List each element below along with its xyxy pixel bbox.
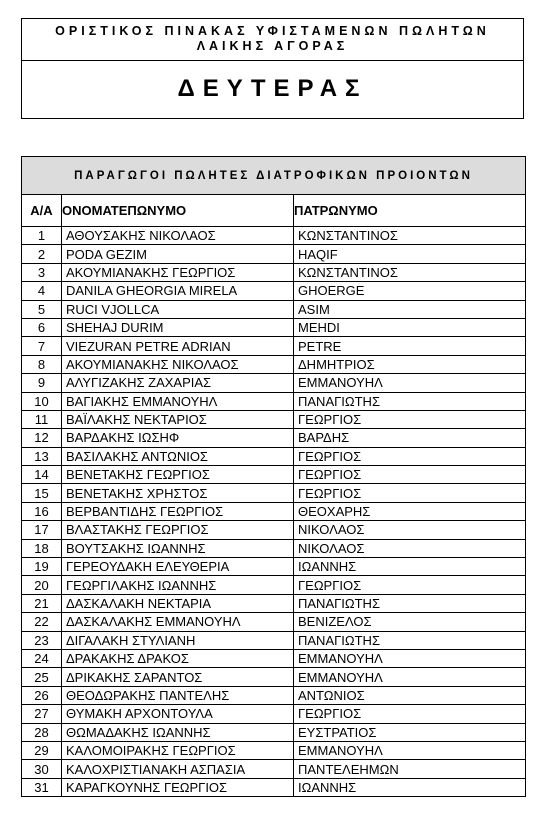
row-number: 21 — [22, 594, 62, 612]
row-number: 3 — [22, 263, 62, 281]
vendor-name: ΑΚΟΥΜΙΑΝΑΚΗΣ ΓΕΩΡΓΙΟΣ — [62, 263, 294, 281]
vendor-name: ΒΑΣΙΛΑΚΗΣ ΑΝΤΩΝΙΟΣ — [62, 447, 294, 465]
row-number: 31 — [22, 778, 62, 796]
title-box — [21, 18, 524, 119]
column-header-row — [22, 195, 526, 227]
vendor-name: ΒΑΓΙΑΚΗΣ ΕΜΜΑΝΟΥΗΛ — [62, 392, 294, 410]
vendor-name: ΔΙΓΑΛΑΚΗ ΣΤΥΛΙΑΝΗ — [62, 631, 294, 649]
vendor-name: ΚΑΛΟΜΟΙΡΑΚΗΣ ΓΕΩΡΓΙΟΣ — [62, 741, 294, 759]
father-name: ΙΩΑΝΝΗΣ — [294, 778, 526, 796]
father-name: ΕΜΜΑΝΟΥΗΛ — [294, 741, 526, 759]
father-name: ASIM — [294, 300, 526, 318]
table-row — [22, 760, 526, 778]
row-number: 2 — [22, 245, 62, 263]
father-name: ΚΩΝΣΤΑΝΤΙΝΟΣ — [294, 263, 526, 281]
table-row — [22, 576, 526, 594]
table-row — [22, 300, 526, 318]
row-number: 16 — [22, 502, 62, 520]
row-number: 10 — [22, 392, 62, 410]
vendor-name: ΑΘΟΥΣΑΚΗΣ ΝΙΚΟΛΑΟΣ — [62, 227, 294, 245]
vendor-name: ΓΕΡΕΟΥΔΑΚΗ ΕΛΕΥΘΕΡΙΑ — [62, 558, 294, 576]
father-name: ΓΕΩΡΓΙΟΣ — [294, 484, 526, 502]
row-number: 6 — [22, 318, 62, 336]
row-number: 12 — [22, 429, 62, 447]
father-name: GHOERGE — [294, 282, 526, 300]
table-row — [22, 484, 526, 502]
table-row — [22, 318, 526, 336]
vendor-name: ΔΑΣΚΑΛΑΚΗ ΝΕΚΤΑΡΙΑ — [62, 594, 294, 612]
table-row — [22, 355, 526, 373]
vendor-name: DANILA GHEORGIA MIRELA — [62, 282, 294, 300]
vendor-name: RUCI VJOLLCA — [62, 300, 294, 318]
father-name: ΒΕΝΙΖΕΛΟΣ — [294, 613, 526, 631]
vendor-name: ΒΟΥΤΣΑΚΗΣ ΙΩΑΝΝΗΣ — [62, 539, 294, 557]
vendor-name: ΔΡΙΚΑΚΗΣ ΣΑΡΑΝΤΟΣ — [62, 668, 294, 686]
vendor-name: ΒΛΑΣΤΑΚΗΣ ΓΕΩΡΓΙΟΣ — [62, 521, 294, 539]
vendor-name: ΒΑΪΛΑΚΗΣ ΝΕΚΤΑΡΙΟΣ — [62, 410, 294, 428]
row-number: 18 — [22, 539, 62, 557]
row-number: 8 — [22, 355, 62, 373]
father-name: ΔΗΜΗΤΡΙΟΣ — [294, 355, 526, 373]
table-row — [22, 594, 526, 612]
father-name: ΚΩΝΣΤΑΝΤΙΝΟΣ — [294, 227, 526, 245]
table-row — [22, 778, 526, 796]
section-header: ΠΑΡΑΓΩΓΟΙ ΠΩΛΗΤΕΣ ΔΙΑΤΡΟΦΙΚΩΝ ΠΡΟΙΟΝΤΩΝ — [22, 157, 526, 195]
vendor-name: ΘΥΜΑΚΗ ΑΡΧΟΝΤΟΥΛΑ — [62, 705, 294, 723]
vendor-name: ΑΚΟΥΜΙΑΝΑΚΗΣ ΝΙΚΟΛΑΟΣ — [62, 355, 294, 373]
column-header-father: ΠΑΤΡΩΝΥΜΟ — [294, 195, 526, 227]
table-row — [22, 558, 526, 576]
vendor-name: ΚΑΛΟΧΡΙΣΤΙΑΝΑΚΗ ΑΣΠΑΣΙΑ — [62, 760, 294, 778]
vendor-name: ΒΕΡΒΑΝΤΙΔΗΣ ΓΕΩΡΓΙΟΣ — [62, 502, 294, 520]
table-row — [22, 282, 526, 300]
father-name: HAQIF — [294, 245, 526, 263]
column-header-name: ΟΝΟΜΑΤΕΠΩΝΥΜΟ — [62, 195, 294, 227]
vendor-name: ΑΛΥΓΙΖΑΚΗΣ ΖΑΧΑΡΙΑΣ — [62, 374, 294, 392]
vendor-name: PODA GEZIM — [62, 245, 294, 263]
document-title-line2: ΛΑΙΚΗΣ ΑΓΟΡΑΣ — [196, 39, 349, 53]
father-name: ΓΕΩΡΓΙΟΣ — [294, 410, 526, 428]
vendor-name: VIEZURAN PETRE ADRIAN — [62, 337, 294, 355]
table-row — [22, 227, 526, 245]
title-divider — [22, 60, 523, 61]
father-name: PETRE — [294, 337, 526, 355]
father-name: ΙΩΑΝΝΗΣ — [294, 558, 526, 576]
father-name: ΠΑΝΤΕΛΕΗΜΩΝ — [294, 760, 526, 778]
father-name: ΘΕΟΧΑΡΗΣ — [294, 502, 526, 520]
row-number: 7 — [22, 337, 62, 355]
table-row — [22, 374, 526, 392]
father-name: ΠΑΝΑΓΙΩΤΗΣ — [294, 631, 526, 649]
father-name: ΓΕΩΡΓΙΟΣ — [294, 576, 526, 594]
vendor-name: ΒΕΝΕΤΑΚΗΣ ΧΡΗΣΤΟΣ — [62, 484, 294, 502]
vendor-name: ΓΕΩΡΓΙΛΑΚΗΣ ΙΩΑΝΝΗΣ — [62, 576, 294, 594]
table-body — [22, 227, 526, 797]
father-name: ΝΙΚΟΛΑΟΣ — [294, 521, 526, 539]
row-number: 29 — [22, 741, 62, 759]
row-number: 17 — [22, 521, 62, 539]
row-number: 15 — [22, 484, 62, 502]
row-number: 24 — [22, 649, 62, 667]
father-name: ΠΑΝΑΓΙΩΤΗΣ — [294, 594, 526, 612]
vendor-name: ΘΕΟΔΩΡΑΚΗΣ ΠΑΝΤΕΛΗΣ — [62, 686, 294, 704]
father-name: ΑΝΤΩΝΙΟΣ — [294, 686, 526, 704]
table-row — [22, 392, 526, 410]
table-row — [22, 447, 526, 465]
vendor-name: ΚΑΡΑΓΚΟΥΝΗΣ ΓΕΩΡΓΙΟΣ — [62, 778, 294, 796]
table-row — [22, 521, 526, 539]
table-row — [22, 723, 526, 741]
father-name: ΓΕΩΡΓΙΟΣ — [294, 447, 526, 465]
table-row — [22, 245, 526, 263]
vendor-name: SHEHAJ DURIM — [62, 318, 294, 336]
table-row — [22, 502, 526, 520]
table-row — [22, 539, 526, 557]
vendors-table — [21, 156, 526, 797]
market-day-title: ΔΕΥΤΕΡΑΣ — [177, 75, 368, 102]
row-number: 19 — [22, 558, 62, 576]
row-number: 20 — [22, 576, 62, 594]
row-number: 28 — [22, 723, 62, 741]
father-name: ΓΕΩΡΓΙΟΣ — [294, 466, 526, 484]
row-number: 22 — [22, 613, 62, 631]
row-number: 25 — [22, 668, 62, 686]
father-name: ΓΕΩΡΓΙΟΣ — [294, 705, 526, 723]
father-name: ΠΑΝΑΓΙΩΤΗΣ — [294, 392, 526, 410]
row-number: 5 — [22, 300, 62, 318]
vendor-name: ΘΩΜΑΔΑΚΗΣ ΙΩΑΝΝΗΣ — [62, 723, 294, 741]
vendor-name: ΒΕΝΕΤΑΚΗΣ ΓΕΩΡΓΙΟΣ — [62, 466, 294, 484]
table-row — [22, 613, 526, 631]
table-row — [22, 337, 526, 355]
row-number: 26 — [22, 686, 62, 704]
column-header-aa: Α/Α — [22, 195, 62, 227]
row-number: 4 — [22, 282, 62, 300]
table-row — [22, 410, 526, 428]
table-row — [22, 686, 526, 704]
row-number: 11 — [22, 410, 62, 428]
father-name: ΕΜΜΑΝΟΥΗΛ — [294, 668, 526, 686]
row-number: 27 — [22, 705, 62, 723]
row-number: 1 — [22, 227, 62, 245]
table-row — [22, 429, 526, 447]
table-row — [22, 705, 526, 723]
table-row — [22, 631, 526, 649]
row-number: 23 — [22, 631, 62, 649]
father-name: ΕΜΜΑΝΟΥΗΛ — [294, 374, 526, 392]
row-number: 30 — [22, 760, 62, 778]
father-name: ΝΙΚΟΛΑΟΣ — [294, 539, 526, 557]
table-row — [22, 649, 526, 667]
vendor-name: ΔΡΑΚΑΚΗΣ ΔΡΑΚΟΣ — [62, 649, 294, 667]
row-number: 9 — [22, 374, 62, 392]
father-name: ΕΥΣΤΡΑΤΙΟΣ — [294, 723, 526, 741]
father-name: MEHDI — [294, 318, 526, 336]
document-title-line1: ΟΡΙΣΤΙΚΟΣ ΠΙΝΑΚΑΣ ΥΦΙΣΤΑΜΕΝΩΝ ΠΩΛΗΤΩΝ — [55, 24, 490, 38]
table-row — [22, 668, 526, 686]
row-number: 13 — [22, 447, 62, 465]
father-name: ΒΑΡΔΗΣ — [294, 429, 526, 447]
vendor-name: ΔΑΣΚΑΛΑΚΗΣ ΕΜΜΑΝΟΥΗΛ — [62, 613, 294, 631]
table-row — [22, 466, 526, 484]
table-row — [22, 263, 526, 281]
table-row — [22, 741, 526, 759]
row-number: 14 — [22, 466, 62, 484]
father-name: ΕΜΜΑΝΟΥΗΛ — [294, 649, 526, 667]
vendor-name: ΒΑΡΔΑΚΗΣ ΙΩΣΗΦ — [62, 429, 294, 447]
